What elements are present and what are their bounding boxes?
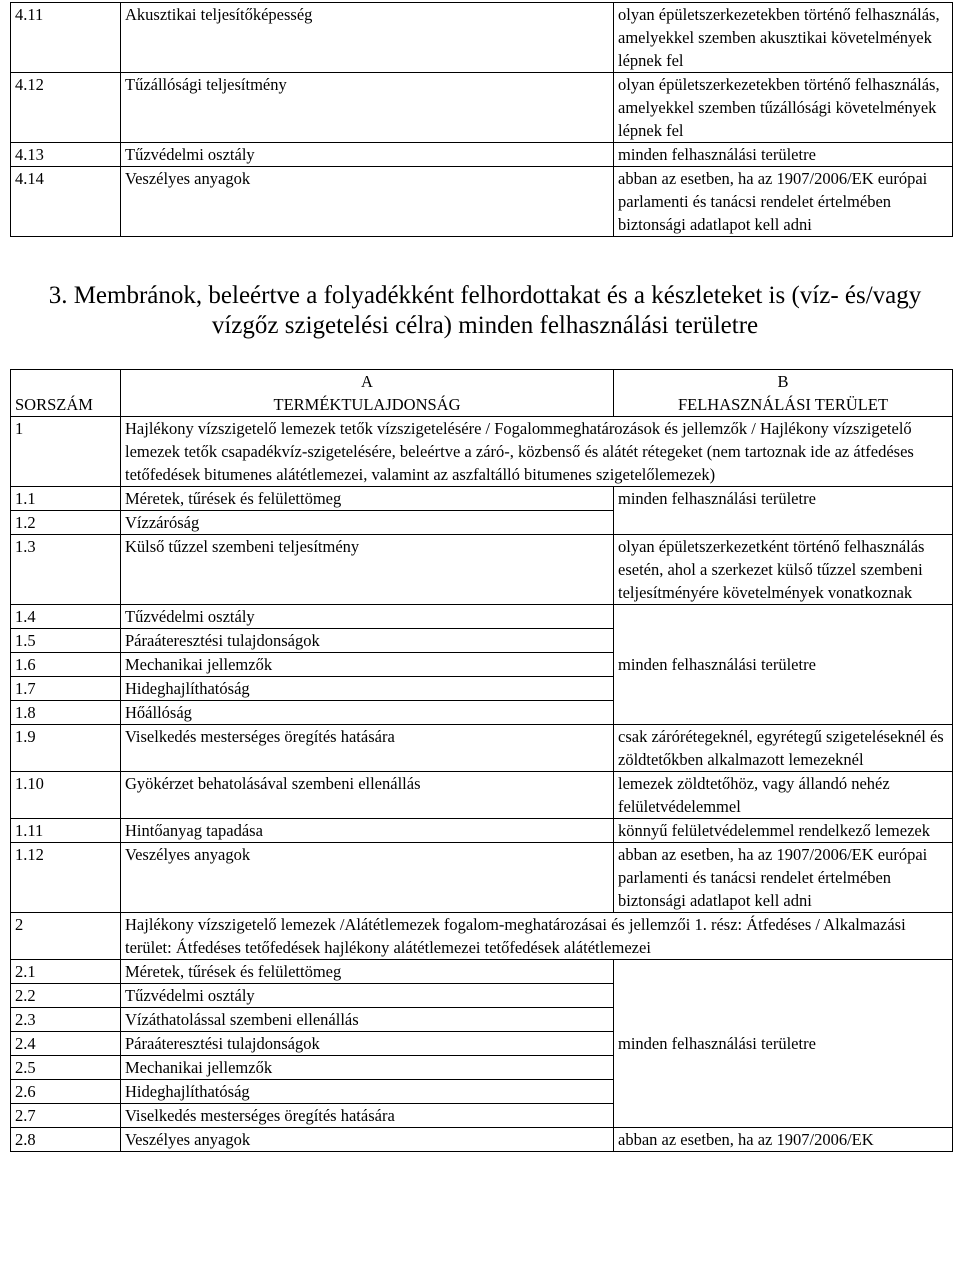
property-name: Gyökérzet behatolásával szembeni ellenállás bbox=[121, 772, 614, 819]
usage-area-empty bbox=[614, 511, 953, 535]
usage-area-empty bbox=[614, 1056, 953, 1080]
row-number: 1.4 bbox=[11, 605, 121, 629]
usage-area-empty bbox=[614, 677, 953, 701]
group-title: Hajlékony vízszigetelő lemezek /Alátétlemezek fogalom-meghatározásai és jellemzői 1. rész: Átfedéses / Alkalmazási terület: Átfedéses tetőfedések hajlékony alátétlemezei tetőfedések alátétlemezei bbox=[121, 913, 953, 960]
table-row bbox=[11, 143, 953, 167]
usage-area: könnyű felületvédelemmel rendelkező lemezek bbox=[614, 819, 953, 843]
row-number: 1.3 bbox=[11, 535, 121, 605]
table-row bbox=[11, 511, 953, 535]
table-row bbox=[11, 701, 953, 725]
row-number: 1.9 bbox=[11, 725, 121, 772]
row-number: 1.10 bbox=[11, 772, 121, 819]
property-name: Akusztikai teljesítőképesség bbox=[121, 3, 614, 73]
property-name: Külső tűzzel szembeni teljesítmény bbox=[121, 535, 614, 605]
table-row bbox=[11, 167, 953, 237]
property-name: Méretek, tűrések és felülettömeg bbox=[121, 487, 614, 511]
header-row-titles bbox=[11, 393, 953, 417]
property-name: Páraáteresztési tulajdonságok bbox=[121, 1032, 614, 1056]
property-name: Mechanikai jellemzők bbox=[121, 653, 614, 677]
usage-area-empty bbox=[614, 701, 953, 725]
row-number: 1.8 bbox=[11, 701, 121, 725]
row-number: 2.4 bbox=[11, 1032, 121, 1056]
membranes-table bbox=[10, 369, 953, 1152]
row-number: 4.13 bbox=[11, 143, 121, 167]
column-header-sorszam: SORSZÁM bbox=[11, 393, 121, 417]
row-number: 4.11 bbox=[11, 3, 121, 73]
usage-area: minden felhasználási területre bbox=[614, 143, 953, 167]
property-name: Veszélyes anyagok bbox=[121, 167, 614, 237]
usage-area: abban az esetben, ha az 1907/2006/EK európai parlamenti és tanácsi rendelet értelmében biztonsági adatlapot kell adni bbox=[614, 843, 953, 913]
table-row bbox=[11, 772, 953, 819]
property-name: Vízáthatolással szembeni ellenállás bbox=[121, 1008, 614, 1032]
usage-area: olyan épületszerkezetekben történő felhasználás, amelyekkel szemben akusztikai követelmények lépnek fel bbox=[614, 3, 953, 73]
table-row bbox=[11, 725, 953, 772]
table-row bbox=[11, 1104, 953, 1128]
group-number: 2 bbox=[11, 913, 121, 960]
usage-area-empty bbox=[614, 1008, 953, 1032]
product-properties-table-continued bbox=[10, 2, 953, 237]
usage-area: lemezek zöldtetőhöz, vagy állandó nehéz felületvédelemmel bbox=[614, 772, 953, 819]
group-header-row bbox=[11, 417, 953, 487]
row-number: 2.1 bbox=[11, 960, 121, 984]
usage-area: abban az esetben, ha az 1907/2006/EK európai parlamenti és tanácsi rendelet értelmében biztonsági adatlapot kell adni bbox=[614, 167, 953, 237]
group-number: 1 bbox=[11, 417, 121, 487]
table-row bbox=[11, 984, 953, 1008]
usage-area-empty bbox=[614, 605, 953, 629]
usage-area: minden felhasználási területre bbox=[614, 487, 953, 511]
row-number: 1.12 bbox=[11, 843, 121, 913]
column-header-felhasznalasi-terulet: FELHASZNÁLÁSI TERÜLET bbox=[614, 393, 953, 417]
table-row bbox=[11, 1032, 953, 1056]
property-name: Hintőanyag tapadása bbox=[121, 819, 614, 843]
table-row bbox=[11, 605, 953, 629]
table-row bbox=[11, 629, 953, 653]
property-name: Vízzáróság bbox=[121, 511, 614, 535]
table-row bbox=[11, 1128, 953, 1152]
property-name: Mechanikai jellemzők bbox=[121, 1056, 614, 1080]
table-row bbox=[11, 1008, 953, 1032]
table-row bbox=[11, 73, 953, 143]
table-row bbox=[11, 653, 953, 677]
property-name: Páraáteresztési tulajdonságok bbox=[121, 629, 614, 653]
row-number: 1.7 bbox=[11, 677, 121, 701]
usage-area: olyan épületszerkezetekben történő felhasználás, amelyekkel szemben tűzállósági követelmények lépnek fel bbox=[614, 73, 953, 143]
table-row bbox=[11, 1080, 953, 1104]
table-row bbox=[11, 819, 953, 843]
property-name: Tűzvédelmi osztály bbox=[121, 984, 614, 1008]
property-name: Hideghajlíthatóság bbox=[121, 1080, 614, 1104]
usage-area: abban az esetben, ha az 1907/2006/EK bbox=[614, 1128, 953, 1152]
row-number: 2.3 bbox=[11, 1008, 121, 1032]
row-number: 1.1 bbox=[11, 487, 121, 511]
column-a-letter: A bbox=[121, 370, 614, 394]
group-header-row bbox=[11, 913, 953, 960]
property-name: Hideghajlíthatóság bbox=[121, 677, 614, 701]
usage-area: csak zárórétegeknél, egyrétegű szigeteléseknél és zöldtetőkben alkalmazott lemezeknél bbox=[614, 725, 953, 772]
row-number: 1.6 bbox=[11, 653, 121, 677]
header-empty-cell bbox=[11, 370, 121, 394]
column-b-letter: B bbox=[614, 370, 953, 394]
group-title: Hajlékony vízszigetelő lemezek tetők vízszigetelésére / Fogalommeghatározások és jellemzők / Hajlékony vízszigetelő lemezek tetők csapadékvíz-szigetelésére, beleértve a záró-, közbenső és alátét rétegeket (nem tartoznak ide az átfedéses tetőfedések bitumenes alátétlemezei, valamint az aszfaltálló bitumenes szigetelőlemezek) bbox=[121, 417, 953, 487]
usage-area-empty bbox=[614, 984, 953, 1008]
property-name: Tűzállósági teljesítmény bbox=[121, 73, 614, 143]
row-number: 1.2 bbox=[11, 511, 121, 535]
row-number: 2.2 bbox=[11, 984, 121, 1008]
usage-area: minden felhasználási területre bbox=[614, 653, 953, 677]
usage-area: minden felhasználási területre bbox=[614, 1032, 953, 1056]
property-name: Viselkedés mesterséges öregítés hatására bbox=[121, 725, 614, 772]
row-number: 2.5 bbox=[11, 1056, 121, 1080]
table-row bbox=[11, 535, 953, 605]
property-name: Tűzvédelmi osztály bbox=[121, 143, 614, 167]
table-row bbox=[11, 843, 953, 913]
section-title: 3. Membránok, beleértve a folyadékként felhordottakat és a készleteket is (víz- és/vagy vízgőz szigetelési célra) minden felhasználási területre bbox=[48, 282, 922, 339]
usage-area-empty bbox=[614, 1080, 953, 1104]
row-number: 2.7 bbox=[11, 1104, 121, 1128]
table-row bbox=[11, 960, 953, 984]
row-number: 4.12 bbox=[11, 73, 121, 143]
table-row bbox=[11, 1056, 953, 1080]
header-row-letters bbox=[11, 370, 953, 394]
row-number: 1.5 bbox=[11, 629, 121, 653]
table-row bbox=[11, 677, 953, 701]
usage-area-empty bbox=[614, 629, 953, 653]
property-name: Hőállóság bbox=[121, 701, 614, 725]
row-number: 2.6 bbox=[11, 1080, 121, 1104]
property-name: Méretek, tűrések és felülettömeg bbox=[121, 960, 614, 984]
row-number: 1.11 bbox=[11, 819, 121, 843]
row-number: 4.14 bbox=[11, 167, 121, 237]
property-name: Viselkedés mesterséges öregítés hatására bbox=[121, 1104, 614, 1128]
column-header-termektulajdonsag: TERMÉKTULAJDONSÁG bbox=[121, 393, 614, 417]
usage-area: olyan épületszerkezetként történő felhasználás esetén, ahol a szerkezet külső tűzzel szembeni teljesítményére követelmények vonatkoznak bbox=[614, 535, 953, 605]
property-name: Veszélyes anyagok bbox=[121, 843, 614, 913]
row-number: 2.8 bbox=[11, 1128, 121, 1152]
table-row bbox=[11, 487, 953, 511]
property-name: Veszélyes anyagok bbox=[121, 1128, 614, 1152]
usage-area-empty bbox=[614, 1104, 953, 1128]
usage-area-empty bbox=[614, 960, 953, 984]
property-name: Tűzvédelmi osztály bbox=[121, 605, 614, 629]
table-row bbox=[11, 3, 953, 73]
